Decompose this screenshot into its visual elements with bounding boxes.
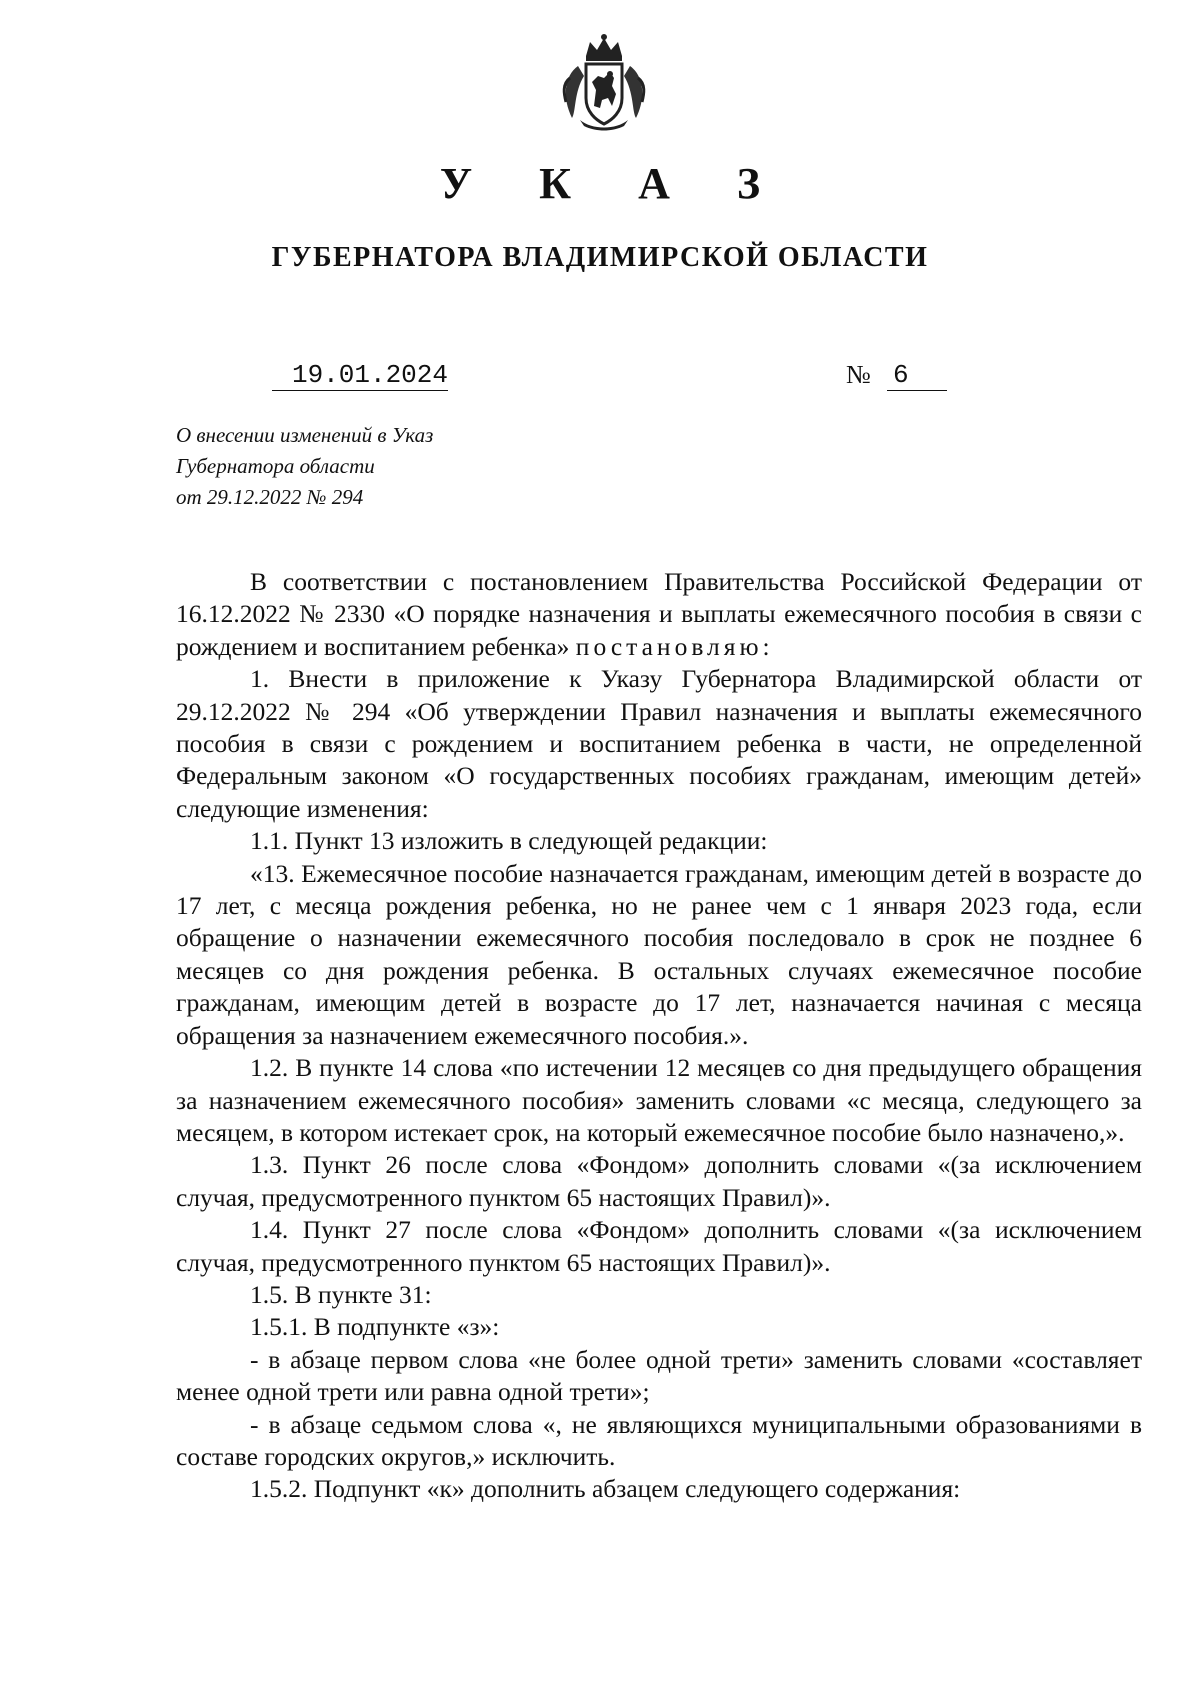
document-subject [176, 420, 433, 513]
paragraph-1-5: 1.5. В пункте 31: [250, 1279, 432, 1309]
preamble-text: В соответствии с постановлением Правительства Российской Федерации от 16.12.2022 № 2330 «О порядке назначения и выплаты ежемесячного пособия в связи с рождением и воспитанием ребенка» [176, 567, 1142, 661]
document-number: 6 [887, 360, 947, 391]
paragraph-1-1: 1.1. Пункт 13 изложить в следующей редакции: [250, 826, 768, 856]
document-date: 19.01.2024 [272, 360, 448, 391]
paragraph-1-4: 1.4. Пункт 27 после слова «Фондом» дополнить словами «(за исключением случая, предусмотренного пунктом 65 настоящих Правил)». [176, 1215, 1142, 1277]
paragraph-preamble [176, 566, 1142, 663]
paragraph-dash-1: - в абзаце первом слова «не более одной трети» заменить словами «составляет менее одной трети или равна одной трети»; [176, 1344, 1142, 1407]
subject-line-1: О внесении изменений в Указ [176, 423, 434, 447]
paragraph-1-5-2: 1.5.2. Подпункт «к» дополнить абзацем следующего содержания: [250, 1474, 961, 1504]
paragraph-dash-2: - в абзаце седьмом слова «, не являющихся муниципальными образованиями в составе городских округов,» исключить. [176, 1409, 1142, 1471]
preamble-keyword: постановляю [575, 631, 763, 661]
paragraph-1-5-1: 1.5.1. В подпункте «з»: [250, 1312, 500, 1342]
document-number-label: № [846, 360, 871, 389]
document-title: У К А З [439, 159, 789, 208]
preamble-end: : [762, 631, 770, 661]
subject-line-2: Губернатора области [176, 454, 375, 478]
paragraph-1-3: 1.3. Пункт 26 после слова «Фондом» дополнить словами «(за исключением случая, предусмотренного пунктом 65 настоящих Правил)». [176, 1150, 1142, 1212]
paragraph-1: 1. Внести в приложение к Указу Губернатора Владимирской области от 29.12.2022 № 294 «Об утверждении Правил назначения и выплаты ежемесячного пособия в связи с рождением и воспитанием ребенка в части, не определенной Федеральным законом «О государственных пособиях гражданам, имеющим детей» следующие изменения: [176, 664, 1142, 823]
document-body [176, 566, 1142, 1506]
paragraph-13-text: «13. Ежемесячное пособие назначается гражданам, имеющим детей в возрасте до 17 лет, с месяца рождения ребенка, но не ранее чем с 1 января 2023 года, если обращение о назначении ежемесячного пособия последовало в срок не позднее 6 месяцев со дня рождения ребенка. В остальных случаях ежемесячное пособие гражданам, имеющим детей в возрасте до 17 лет, назначается начиная с месяца обращения за назначением ежемесячного пособия.». [176, 858, 1142, 1050]
paragraph-1-2: 1.2. В пункте 14 слова «по истечении 12 месяцев со дня предыдущего обращения за назначением ежемесячного пособия» заменить словами «с месяца, следующего за месяцем, в котором истекает срок, на который ежемесячное пособие было назначено,». [176, 1053, 1142, 1147]
subject-line-3: от 29.12.2022 № 294 [176, 485, 364, 509]
coat-of-arms-icon [556, 32, 652, 132]
document-subtitle: ГУБЕРНАТОРА ВЛАДИМИРСКОЙ ОБЛАСТИ [271, 242, 929, 273]
